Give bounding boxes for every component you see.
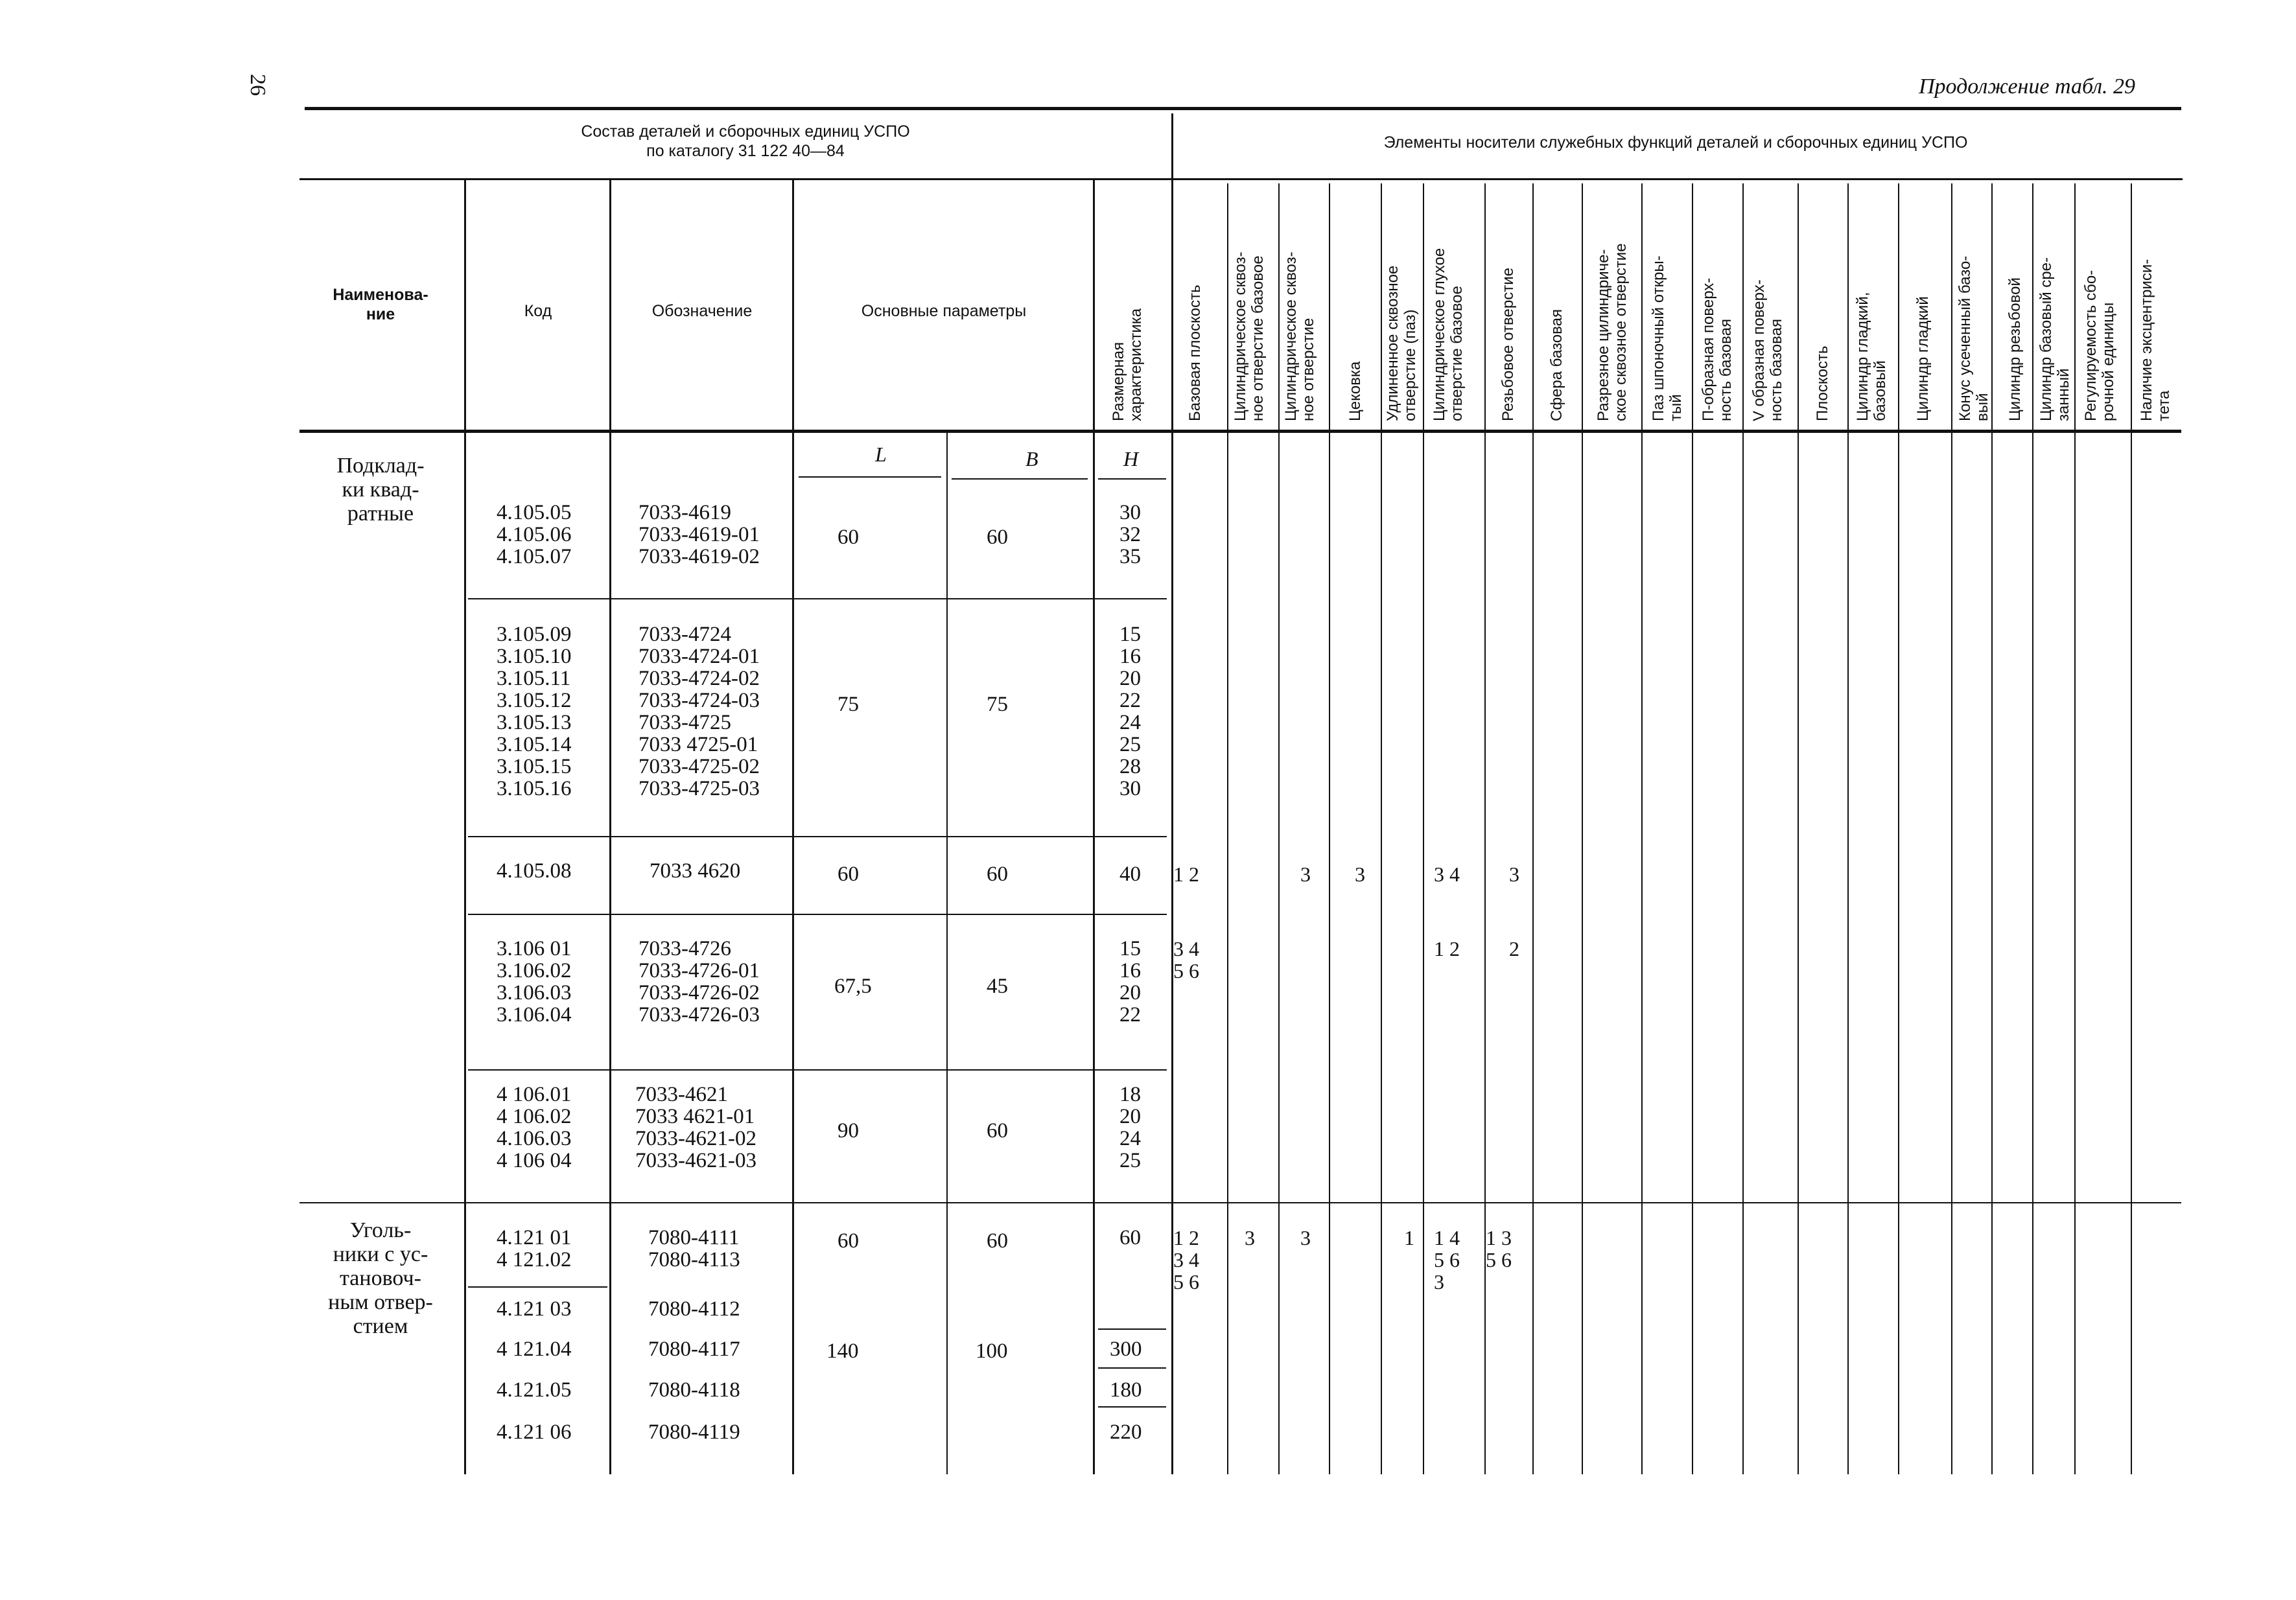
group-name-angles: Уголь- ники с ус- тановоч- ным отвер- стием bbox=[328, 1218, 433, 1338]
fn-col-line-18 bbox=[2074, 183, 2076, 1474]
table-row-designations: 7033-4621 7033 4621-01 7033-4621-02 7033-4621-03 bbox=[635, 1083, 756, 1172]
group-name-square-pads: Подклад- ки квад- ратные bbox=[336, 454, 425, 526]
col-line-designation bbox=[609, 178, 611, 1474]
fn-header-18: Цилиндр базовый сре- занный bbox=[2037, 257, 2072, 421]
row-separator-4 bbox=[468, 1069, 1167, 1071]
mark-cell: 1 3 5 6 bbox=[1486, 1226, 1512, 1271]
fn-col-line-14 bbox=[1898, 183, 1899, 1474]
right-group-header: Элементы носители служебных функций деталей и сборочных единиц УСПО bbox=[1383, 133, 1968, 152]
fn-col-line-10 bbox=[1692, 183, 1693, 1474]
fn-header-14: Цилиндр гладкий, базовый bbox=[1854, 292, 1889, 421]
table-row-l: 140 bbox=[826, 1339, 859, 1363]
fn-header-4: Цековка bbox=[1346, 361, 1364, 421]
sub-header-b: B bbox=[1025, 447, 1038, 470]
table-row-b: 60 bbox=[987, 526, 1008, 549]
row-separator-7 bbox=[1098, 1367, 1166, 1369]
table-row-codes: 4 106.01 4 106.02 4.106.03 4 106 04 bbox=[497, 1083, 572, 1172]
table-row-codes: 3.105.09 3.105.10 3.105.11 3.105.12 3.105.13 3.105.14 3.105.15 3.105.16 bbox=[497, 623, 572, 800]
size-char-header: Размерная характеристика bbox=[1110, 308, 1145, 421]
fn-col-line-13 bbox=[1847, 183, 1849, 1474]
table-row-l: 75 bbox=[838, 693, 859, 716]
fn-header-8: Сфера базовая bbox=[1548, 309, 1565, 421]
fn-col-line-5 bbox=[1423, 183, 1424, 1474]
sub-header-rule-l bbox=[799, 476, 941, 478]
fn-header-7: Резьбовое отверстие bbox=[1499, 268, 1517, 421]
fn-header-3: Цилиндрическое сквоз- ное отверстие bbox=[1282, 251, 1317, 421]
fn-col-line-3 bbox=[1329, 183, 1330, 1474]
mark-cell: 3 4 bbox=[1434, 863, 1460, 886]
fn-col-line-8 bbox=[1582, 183, 1583, 1474]
fn-col-line-2 bbox=[1278, 183, 1280, 1474]
group-separator bbox=[299, 1202, 2181, 1203]
table-row-l: 60 bbox=[838, 863, 859, 886]
table-row-b: 60 bbox=[987, 1119, 1008, 1142]
mark-cell: 3 bbox=[1355, 863, 1365, 886]
table-row-codes: 4.105.08 bbox=[497, 859, 572, 883]
mark-cell: 2 bbox=[1509, 937, 1519, 960]
table-row-designations: 7080-4112 bbox=[648, 1297, 740, 1321]
table-row-designations: 7033-4619 7033-4619-01 7033-4619-02 bbox=[638, 501, 760, 568]
fn-header-19: Регулируемость сбо- рочной единицы bbox=[2082, 270, 2117, 421]
table-row-designations: 7080-4118 bbox=[648, 1378, 740, 1402]
table-row-designations: 7033-4726 7033-4726-01 7033-4726-02 7033-4726-03 bbox=[638, 937, 760, 1026]
fn-header-2: Цилиндрическое сквоз- ное отверстие базовое bbox=[1232, 251, 1267, 421]
table-row-designations: 7080-4119 bbox=[648, 1420, 740, 1444]
mark-cell: 1 2 bbox=[1434, 937, 1460, 960]
row-separator-8 bbox=[1098, 1406, 1166, 1408]
fn-header-11: П-образная поверх- ность базовая bbox=[1700, 277, 1735, 421]
table-row-b: 100 bbox=[976, 1339, 1008, 1363]
fn-col-line-1 bbox=[1227, 183, 1228, 1474]
fn-col-line-6 bbox=[1484, 183, 1486, 1474]
mark-cell: 1 bbox=[1404, 1226, 1414, 1249]
table-row-designations: 7033-4724 7033-4724-01 7033-4724-02 7033-4724-03 7033-4725 7033 4725-01 7033-4725-02 7033-4725-03 bbox=[638, 623, 760, 800]
fn-header-6: Цилиндрическое глухое отверстие базовое bbox=[1431, 248, 1466, 421]
col-line-b bbox=[946, 430, 948, 1474]
fn-col-line-17 bbox=[2032, 183, 2033, 1474]
table-row-h: 220 bbox=[1110, 1420, 1142, 1444]
mark-cell: 3 bbox=[1300, 863, 1311, 886]
row-separator-6 bbox=[1098, 1328, 1166, 1330]
table-row-l: 60 bbox=[838, 1229, 859, 1253]
table-row-l: 67,5 bbox=[834, 975, 872, 998]
mark-cell: 3 bbox=[1509, 863, 1519, 886]
table-row-b: 60 bbox=[987, 1229, 1008, 1253]
fn-col-line-11 bbox=[1742, 183, 1744, 1474]
table-row-codes: 4.121 03 bbox=[497, 1297, 572, 1321]
fn-col-line-15 bbox=[1951, 183, 1952, 1474]
table-row-codes: 3.106 01 3.106.02 3.106.03 3.106.04 bbox=[497, 937, 572, 1026]
mark-cell: 3 4 5 6 bbox=[1173, 937, 1199, 982]
table-row-codes: 4.121 01 4 121.02 bbox=[497, 1226, 572, 1271]
fn-col-line-19 bbox=[2131, 183, 2132, 1474]
row-separator-1 bbox=[468, 598, 1167, 599]
page-number: 26 bbox=[246, 74, 270, 96]
header-separator-right bbox=[1171, 178, 2183, 180]
continuation-caption: Продолжение табл. 29 bbox=[1919, 75, 2136, 99]
table-row-designations: 7080-4111 7080-4113 bbox=[648, 1226, 740, 1271]
left-group-header: Состав деталей и сборочных единиц УСПО по каталогу 31 122 40—84 bbox=[581, 122, 910, 160]
table-row-h: 15 16 20 22 bbox=[1119, 937, 1141, 1026]
table-row-h: 40 bbox=[1119, 863, 1141, 886]
fn-header-1: Базовая плоскость bbox=[1186, 284, 1204, 421]
table-row-b: 75 bbox=[987, 693, 1008, 716]
table-row-h: 300 bbox=[1110, 1338, 1142, 1361]
main-params-header: Основные параметры bbox=[861, 302, 1027, 320]
table-row-h: 15 16 20 22 24 25 28 30 bbox=[1119, 623, 1141, 800]
mark-cell: 3 bbox=[1245, 1226, 1255, 1249]
fn-header-17: Цилиндр резьбовой bbox=[2006, 277, 2024, 421]
fn-header-20: Наличие эксцентриси- тета bbox=[2138, 259, 2173, 421]
sub-header-rule-h bbox=[1098, 478, 1166, 480]
row-separator-5 bbox=[468, 1286, 607, 1288]
table-row-codes: 4.121.05 bbox=[497, 1378, 572, 1402]
mark-cell: 1 2 bbox=[1173, 863, 1199, 886]
table-row-b: 45 bbox=[987, 975, 1008, 998]
fn-header-16: Конус усеченный базо- вый bbox=[1956, 255, 1991, 421]
name-column-header: Наименова- ние bbox=[333, 286, 428, 323]
table-row-designations: 7033 4620 bbox=[650, 859, 741, 883]
table-row-h: 180 bbox=[1110, 1378, 1142, 1402]
table-row-designations: 7080-4117 bbox=[648, 1338, 740, 1361]
fn-col-line-12 bbox=[1798, 183, 1799, 1474]
table-row-codes: 4.105.05 4.105.06 4.105.07 bbox=[497, 501, 572, 568]
table-row-h: 18 20 24 25 bbox=[1119, 1083, 1141, 1172]
col-line-code bbox=[464, 178, 466, 1474]
fn-header-9: Разрезное цилиндриче- ское сквозное отверстие bbox=[1595, 243, 1630, 421]
designation-column-header: Обозначение bbox=[651, 302, 753, 320]
sub-header-h: H bbox=[1123, 447, 1139, 470]
fn-col-line-4 bbox=[1381, 183, 1382, 1474]
table-row-h: 30 32 35 bbox=[1119, 501, 1141, 568]
sub-header-l: L bbox=[875, 443, 887, 466]
sub-header-rule-b bbox=[952, 478, 1088, 480]
top-rule bbox=[305, 107, 2181, 110]
mark-cell: 1 2 3 4 5 6 bbox=[1173, 1226, 1199, 1293]
col-line-size bbox=[1093, 178, 1095, 1474]
fn-col-line-9 bbox=[1641, 183, 1643, 1474]
table-row-b: 60 bbox=[987, 863, 1008, 886]
table-row-codes: 4.121 06 bbox=[497, 1420, 572, 1444]
table-row-h: 60 bbox=[1119, 1226, 1141, 1249]
fn-col-line-16 bbox=[1991, 183, 1993, 1474]
table-row-l: 60 bbox=[838, 526, 859, 549]
row-separator-2 bbox=[468, 836, 1167, 837]
row-separator-3 bbox=[468, 914, 1167, 915]
table-row-l: 90 bbox=[838, 1119, 859, 1142]
fn-header-10: Паз шпоночный откры- тый bbox=[1650, 255, 1685, 421]
code-column-header: Код bbox=[524, 302, 552, 320]
fn-header-5: Удлиненное сквозное отверстие (паз) bbox=[1384, 265, 1419, 421]
table-row-codes: 4 121.04 bbox=[497, 1338, 572, 1361]
header-separator-left bbox=[299, 178, 1171, 180]
mark-cell: 3 bbox=[1300, 1226, 1311, 1249]
fn-header-13: Плоскость bbox=[1814, 345, 1831, 421]
fn-header-15: Цилиндр гладкий bbox=[1914, 296, 1932, 421]
fn-col-line-7 bbox=[1532, 183, 1534, 1474]
mark-cell: 1 4 5 6 3 bbox=[1434, 1226, 1460, 1293]
col-line-params bbox=[792, 178, 794, 1474]
fn-header-12: V образная поверх- ность базовая bbox=[1750, 279, 1785, 421]
